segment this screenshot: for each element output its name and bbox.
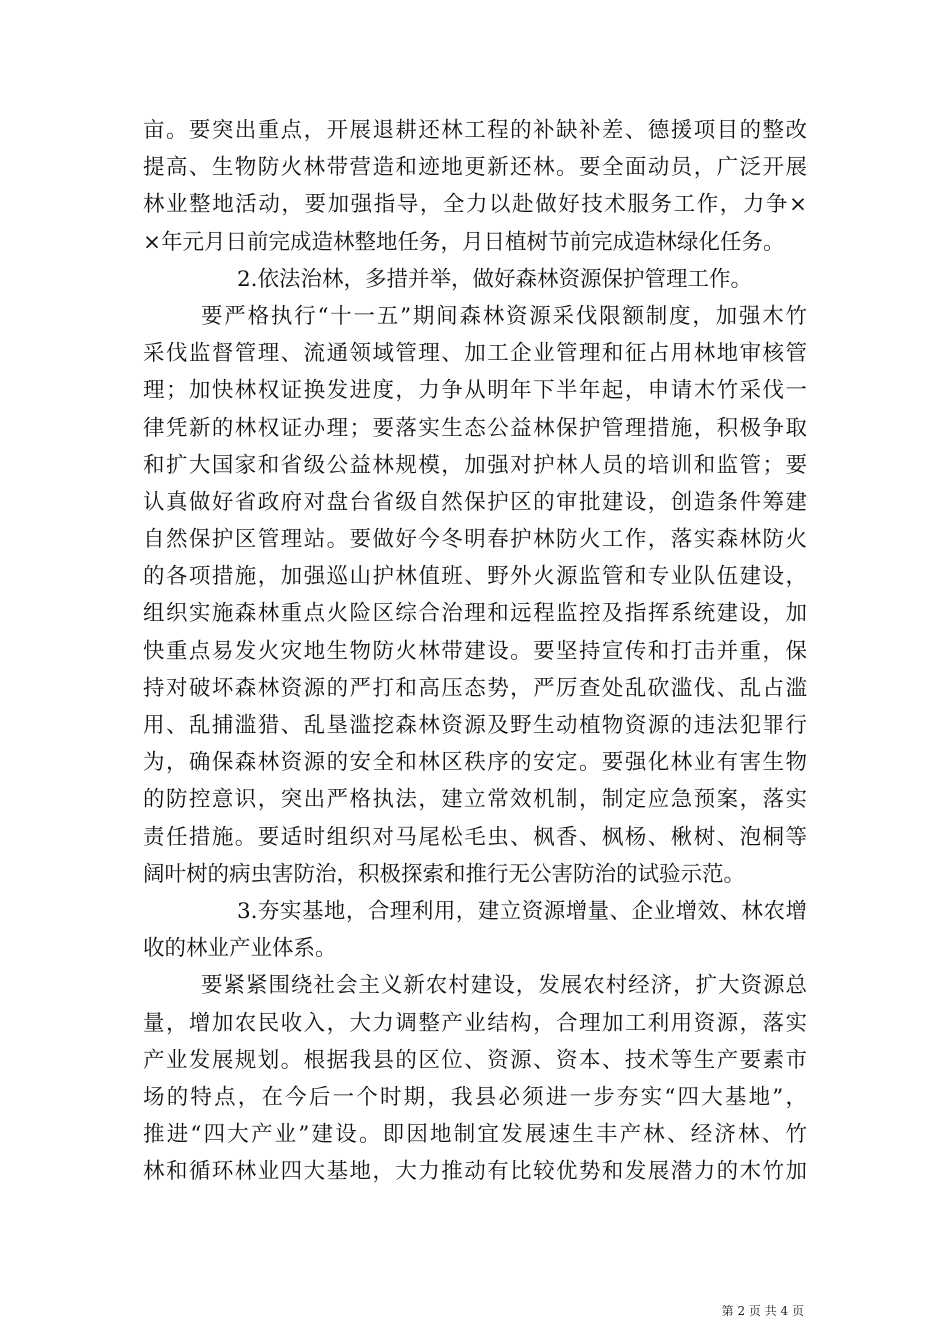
text-line: 林业整地活动，要加强指导，全力以赴做好技术服务工作，力争× [143,192,807,218]
paragraph-start-line: 3.夯实基地，合理利用，建立资源增量、企业增效、林农增 [237,898,807,924]
text-line: 的各项措施，加强巡山护林值班、野外火源监管和专业队伍建设， [143,564,807,590]
text-line: 林和循环林业四大基地，大力推动有比较优势和发展潜力的木竹加 [143,1159,807,1185]
text-line: 为，确保森林资源的安全和林区秩序的安定。要强化林业有害生物 [143,750,807,776]
text-line: 推进“四大产业”建设。即因地制宜发展速生丰产林、经济林、竹 [143,1122,807,1148]
text-line: 理；加快林权证换发进度，力争从明年下半年起，申请木竹采伐一 [143,378,807,404]
paragraph-start-line: 要严格执行“十一五”期间森林资源采伐限额制度，加强木竹 [201,303,807,329]
text-line: 组织实施森林重点火险区综合治理和远程监控及指挥系统建设，加 [143,601,807,627]
text-line: 的防控意识，突出严格执法，建立常效机制，制定应急预案，落实 [143,787,807,813]
text-line: 提高、生物防火林带营造和迹地更新还林。要全面动员，广泛开展 [143,155,807,181]
text-line: 亩。要突出重点，开展退耕还林工程的补缺补差、德援项目的整改 [143,118,807,143]
paragraph-start-line: 2.依法治林，多措并举，做好森林资源保护管理工作。 [237,266,753,292]
text-line: 用、乱捕滥猎、乱垦滥挖森林资源及野生动植物资源的违法犯罪行 [143,713,807,738]
text-line: 责任措施。要适时组织对马尾松毛虫、枫香、枫杨、楸树、泡桐等 [143,824,807,850]
text-line: 认真做好省政府对盘台省级自然保护区的审批建设，创造条件筹建 [143,489,807,515]
text-line: 律凭新的林权证办理；要落实生态公益林保护管理措施，积极争取 [143,415,807,441]
text-line: 持对破坏森林资源的严打和高压态势，严厉查处乱砍滥伐、乱占滥 [143,675,807,701]
text-line: 采伐监督管理、流通领域管理、加工企业管理和征占用林地审核管 [143,341,807,367]
text-line: 阔叶树的病虫害防治，积极探索和推行无公害防治的试验示范。 [143,861,746,887]
document-body [143,112,807,1190]
text-line: 快重点易发火灾地生物防火林带建设。要坚持宣传和打击并重，保 [143,638,807,664]
page-footer: 第 2 页 共 4 页 [721,1304,804,1318]
text-line: 场的特点，在今后一个时期，我县必须进一步夯实“四大基地”， [143,1084,807,1110]
text-line: 收的林业产业体系。 [143,936,337,962]
text-line: 量，增加农民收入，大力调整产业结构，合理加工利用资源，落实 [143,1010,807,1036]
text-line: 产业发展规划。根据我县的区位、资源、资本、技术等生产要素市 [143,1047,807,1073]
text-line: 和扩大国家和省级公益林规模，加强对护林人员的培训和监管；要 [143,452,807,478]
text-line: 自然保护区管理站。要做好今冬明春护林防火工作，落实森林防火 [143,527,807,553]
paragraph-start-line: 要紧紧围绕社会主义新农村建设，发展农村经济，扩大资源总 [201,973,807,999]
text-line: ×年元月日前完成造林整地任务，月日植树节前完成造林绿化任务。 [143,229,785,255]
